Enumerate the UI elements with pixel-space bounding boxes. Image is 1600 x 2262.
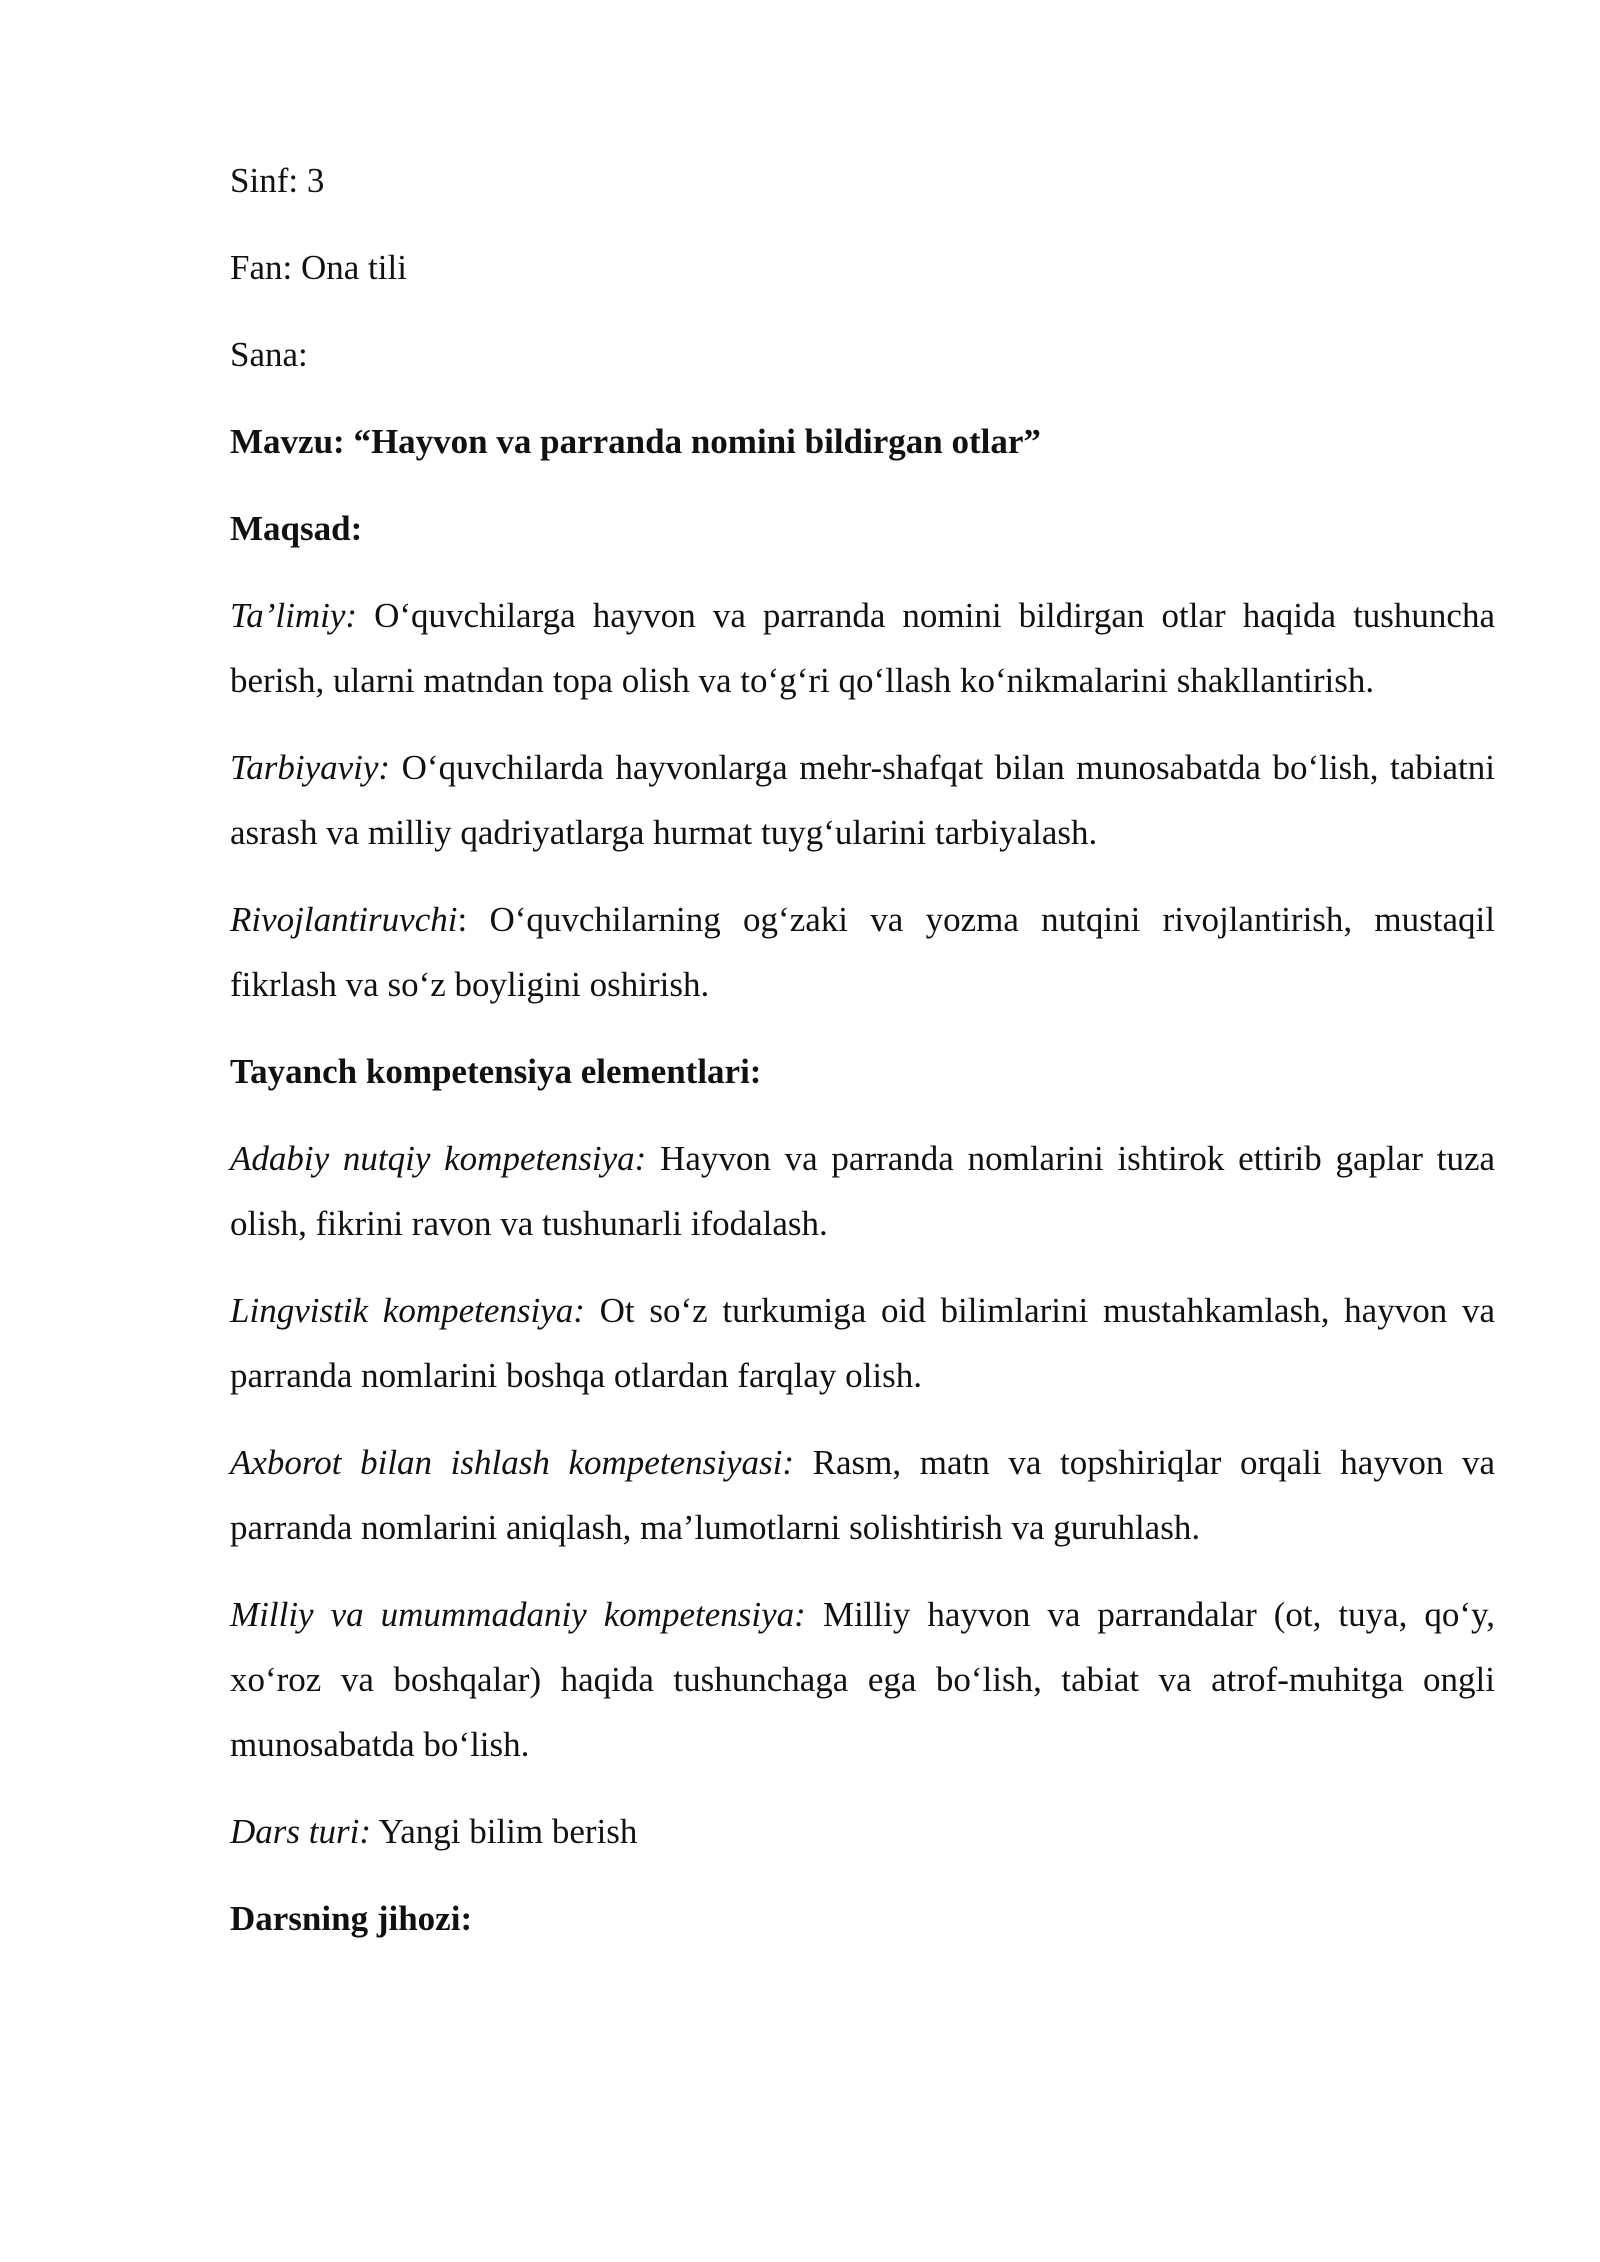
lesson-plan-content — [230, 148, 1495, 1973]
linguistic-competency-paragraph — [230, 1278, 1495, 1408]
upbringing-goal-text: O‘quvchilarda hayvonlarga mehr-shafqat bilan munosabatda bo‘lish, tabiatni asrash va milliy qadriyatlarga hurmat tuyg‘ularini tarbiyalash. — [230, 748, 1495, 852]
information-competency-paragraph — [230, 1430, 1495, 1560]
linguistic-competency-label: Lingvistik kompetensiya: — [230, 1291, 585, 1330]
literary-competency-text: Hayvon va parranda nomlarini ishtirok ettirib gaplar tuza olish, fikrini ravon va tushunarli ifodalash. — [230, 1139, 1496, 1243]
literary-competency-paragraph — [230, 1126, 1495, 1256]
subject-line: Fan: Ona tili — [230, 248, 407, 287]
educational-goal-label: Ta’limiy: — [230, 596, 358, 635]
cultural-competency-label: Milliy va umummadaniy kompetensiya: — [230, 1595, 806, 1634]
upbringing-goal-paragraph — [230, 735, 1495, 865]
date-line: Sana: — [230, 335, 308, 374]
lesson-type-text: Yangi bilim berish — [371, 1812, 638, 1851]
competencies-heading: Tayanch kompetensiya elementlari: — [230, 1052, 762, 1091]
developmental-goal-text: : O‘quvchilarning og‘zaki va yozma nutqini rivojlantirish, mustaqil fikrlash va so‘z boyligini oshirish. — [230, 900, 1495, 1004]
educational-goal-paragraph — [230, 583, 1495, 713]
cultural-competency-text: Milliy hayvon va parrandalar (ot, tuya, qo‘y, xo‘roz va boshqalar) haqida tushunchaga ega bo‘lish, tabiat va atrof-muhitga ongli munosabatda bo‘lish. — [230, 1595, 1495, 1764]
cultural-competency-paragraph — [230, 1582, 1495, 1777]
lesson-type-paragraph — [230, 1799, 1495, 1864]
class-line: Sinf: 3 — [230, 161, 325, 200]
information-competency-label: Axborot bilan ishlash kompetensiyasi: — [230, 1443, 794, 1482]
literary-competency-label: Adabiy nutqiy kompetensiya: — [230, 1139, 647, 1178]
topic-heading: Mavzu: “Hayvon va parranda nomini bildirgan otlar” — [230, 422, 1041, 461]
developmental-goal-label: Rivojlantiruvchi — [230, 900, 458, 939]
developmental-goal-paragraph — [230, 887, 1495, 1017]
goal-heading: Maqsad: — [230, 509, 363, 548]
linguistic-competency-text: Ot so‘z turkumiga oid bilimlarini mustahkamlash, hayvon va parranda nomlarini boshqa otlardan farqlay olish. — [230, 1291, 1495, 1395]
lesson-type-label: Dars turi: — [230, 1812, 371, 1851]
equipment-heading: Darsning jihozi: — [230, 1899, 473, 1938]
educational-goal-text: O‘quvchilarga hayvon va parranda nomini bildirgan otlar haqida tushuncha berish, ularni matndan topa olish va to‘g‘ri qo‘llash ko‘nikmalarini shakllantirish. — [230, 596, 1495, 700]
information-competency-text: Rasm, matn va topshiriqlar orqali hayvon va parranda nomlarini aniqlash, ma’lumotlarni solishtirish va guruhlash. — [230, 1443, 1495, 1547]
upbringing-goal-label: Tarbiyaviy: — [230, 748, 391, 787]
